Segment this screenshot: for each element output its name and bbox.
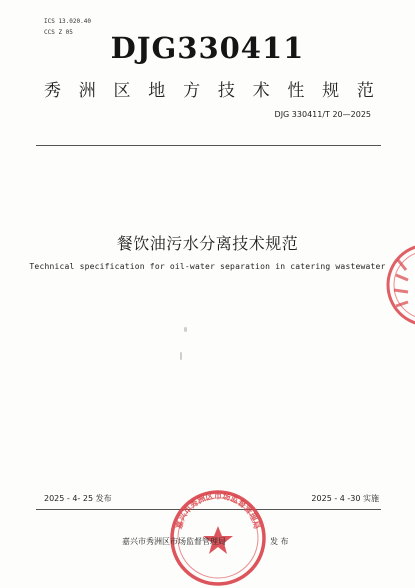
issuing-authority: 嘉兴市秀洲区市场监督管理局: [122, 537, 226, 546]
standard-type-char: 范: [356, 81, 374, 101]
publish-date: 2025 - 4- 25 发布: [44, 494, 112, 503]
standard-type-char: 技: [217, 81, 235, 101]
standard-type-char: 地: [148, 81, 166, 101]
standard-number: DJG 330411/T 20—2025: [274, 110, 371, 119]
implement-date: 2025 - 4 -30 实施: [311, 494, 379, 503]
partial-seal-stamp: [384, 240, 415, 330]
issued-label: 发 布: [270, 537, 289, 546]
title-chinese: 餐饮油污水分离技术规范: [116, 234, 299, 253]
seal-text: 嘉兴市秀洲区市场监督管理局: [174, 491, 262, 530]
scan-speck: [184, 327, 187, 332]
ccs-code: CCS Z 05: [44, 29, 73, 36]
standard-type-heading: [44, 76, 374, 101]
standard-type-char: 方: [183, 81, 201, 101]
standard-type-char: 区: [113, 81, 131, 101]
standard-type-char: 性: [287, 81, 305, 101]
standard-type-char: 洲: [78, 81, 96, 101]
title-english: Technical specification for oil-water separation in catering wastewater: [29, 262, 386, 271]
document-code: DJG330411: [110, 31, 305, 65]
ics-code: ICS 13.020.40: [44, 18, 91, 25]
scan-speck: [180, 352, 182, 360]
standard-type-char: 秀: [44, 81, 61, 101]
standard-type-char: 规: [322, 81, 340, 101]
svg-text:嘉兴市秀洲区市场监督管理局: [174, 490, 262, 530]
standard-type-char: 术: [252, 81, 270, 101]
top-divider: [36, 145, 381, 146]
